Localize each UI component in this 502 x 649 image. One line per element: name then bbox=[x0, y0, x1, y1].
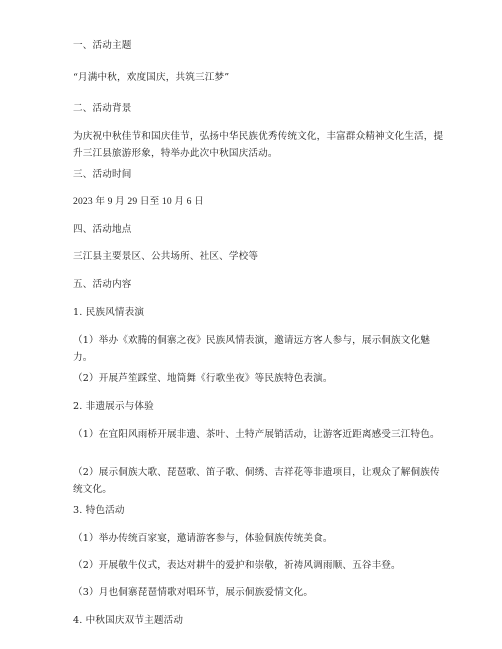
subheading-festival-activities: 4. 中秋国庆双节主题活动 bbox=[73, 615, 184, 626]
list-item: （2）展示侗族大歌、琵琶歌、笛子歌、侗绣、吉祥花等非遗项目，让观众了解侗族传统文化。 bbox=[73, 467, 440, 495]
section-heading-location: 四、活动地点 bbox=[73, 224, 132, 235]
list-item: （2）开展芦笙踩堂、地筒舞《行歌坐夜》等民族特色表演。 bbox=[73, 373, 333, 384]
subheading-heritage: 2. 非遗展示与体验 bbox=[73, 401, 154, 412]
section-heading-time: 三、活动时间 bbox=[73, 169, 132, 180]
theme-slogan: “月满中秋，欢度国庆，共筑三江梦” bbox=[73, 72, 230, 83]
list-item: （1）举办《欢腾的侗寨之夜》民族风情表演，邀请远方客人参与，展示侗族文化魅力。 bbox=[73, 335, 431, 363]
section-heading-background: 二、活动背景 bbox=[73, 103, 132, 114]
subheading-special-activities: 3. 特色活动 bbox=[73, 505, 125, 516]
event-locations: 三江县主要景区、公共场所、社区、学校等 bbox=[73, 251, 259, 262]
list-item: （1）举办传统百家宴，邀请游客参与，体验侗族传统美食。 bbox=[73, 533, 333, 544]
section-heading-content: 五、活动内容 bbox=[73, 279, 132, 290]
list-item: （1）在宜阳风雨桥开展非遗、茶叶、土特产展销活动，让游客近距离感受三江特色。 bbox=[73, 429, 440, 440]
event-dates: 2023 年 9 月 29 日至 10 月 6 日 bbox=[73, 196, 204, 207]
section-heading-theme: 一、活动主题 bbox=[73, 40, 132, 51]
list-item: （2）开展敬牛仪式，表达对耕牛的爱护和崇敬，祈祷风调雨顺、五谷丰登。 bbox=[73, 560, 401, 571]
subheading-folk-performance: 1. 民族风情表演 bbox=[73, 307, 145, 318]
list-item: （3）月也侗寨琵琶情歌对唱环节，展示侗族爱情文化。 bbox=[73, 587, 314, 598]
background-paragraph: 为庆祝中秋佳节和国庆佳节，弘扬中华民族优秀传统文化，丰富群众精神文化生活，提升三江县旅游形象，特举办此次中秋国庆活动。 bbox=[73, 131, 444, 159]
